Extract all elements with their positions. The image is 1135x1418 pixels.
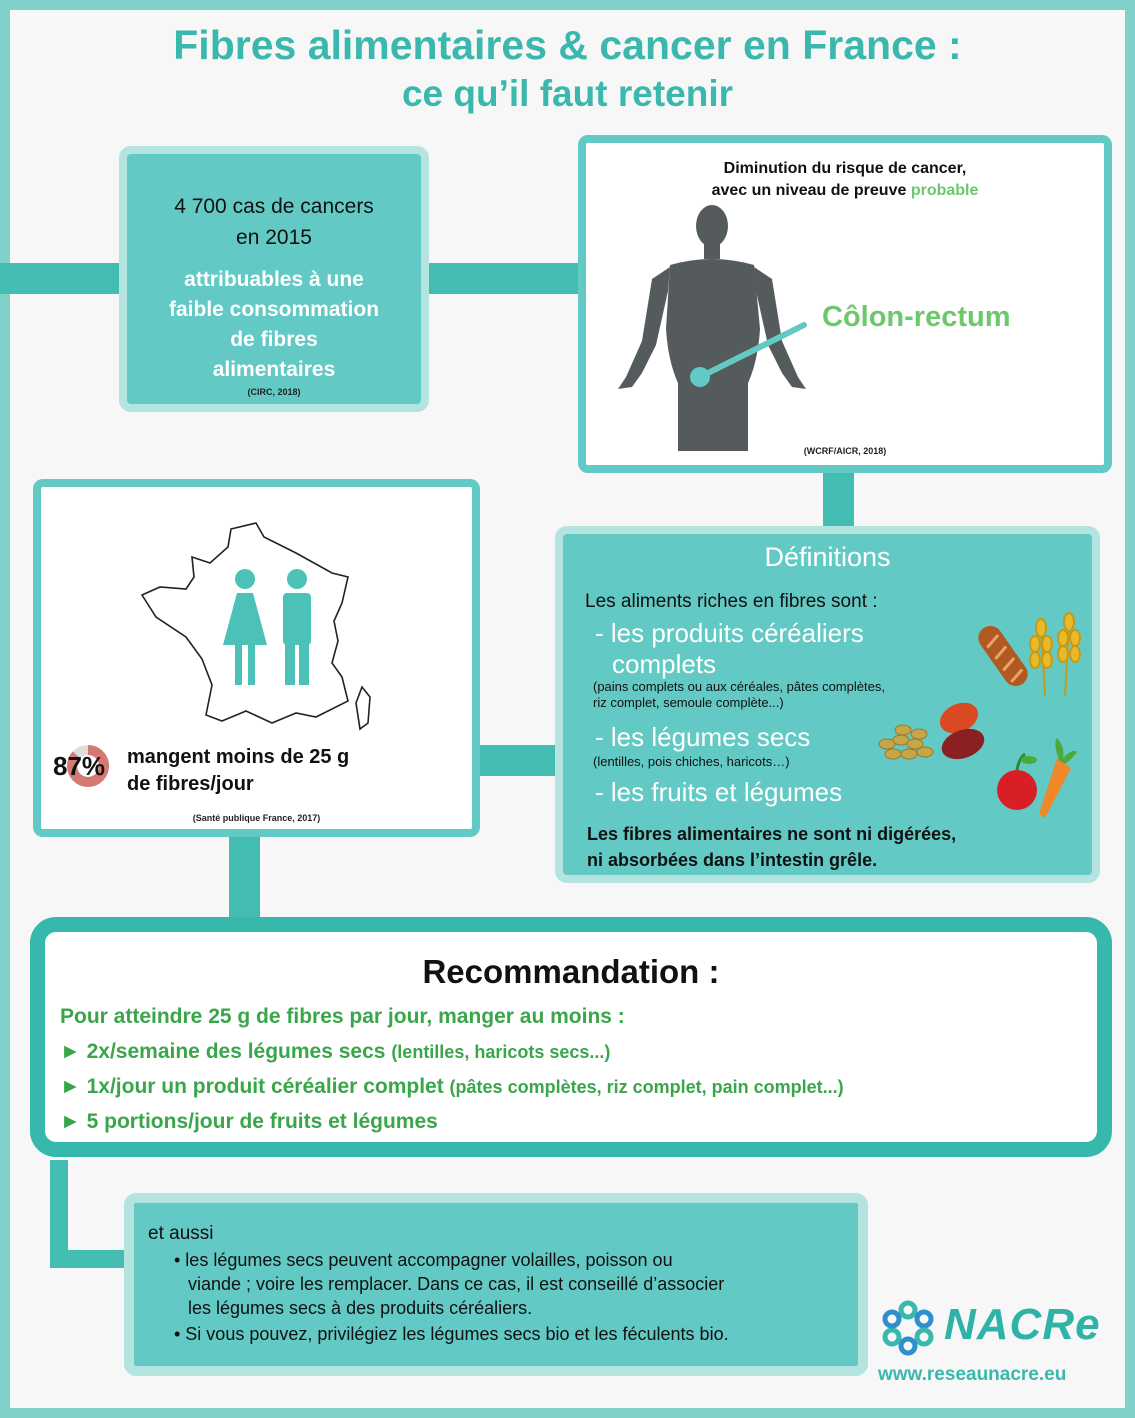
cases-count: 4 700 cas de cancers: [174, 195, 374, 218]
apple-carrot-icon: [995, 738, 1079, 822]
recommendation-item: [60, 1075, 844, 1099]
def-item-cereals-detail: riz complet, semoule complète...): [593, 695, 784, 710]
consumption-text: de fibres/jour: [127, 773, 254, 795]
cases-attr-line: faible consommation: [168, 298, 380, 321]
cases-source: (CIRC, 2018): [247, 387, 301, 397]
definitions-title: Définitions: [764, 542, 891, 572]
definitions-box: [555, 526, 1100, 883]
evidence-level: probable: [910, 182, 979, 199]
def-item-cereals-detail: (pains complets ou aux céréales, pâtes complètes,: [593, 679, 885, 694]
man-woman-icon: [217, 569, 325, 687]
definitions-intro: Les aliments riches en fibres sont :: [585, 591, 878, 612]
connector-middle: [426, 263, 586, 294]
risk-box: [578, 135, 1112, 473]
consumption-text: mangent moins de 25 g: [127, 746, 350, 768]
organ-label: Côlon-rectum: [822, 301, 1011, 333]
cases-year: en 2015: [236, 226, 312, 249]
page-subtitle: ce qu’il faut retenir: [401, 73, 733, 114]
also-box: [124, 1193, 868, 1376]
recommendation-item: [60, 1110, 438, 1134]
cases-attr-line: alimentaires: [212, 358, 336, 381]
consumption-source: (Santé publique France, 2017): [192, 813, 321, 823]
human-body-icon: [608, 201, 828, 471]
page-title: Fibres alimentaires & cancer en France :: [173, 22, 962, 68]
recommendation-title: Recommandation :: [422, 953, 720, 990]
website-link[interactable]: www.reseaunacre.eu: [878, 1364, 1067, 1385]
connector-left: [0, 263, 128, 294]
also-bullet-line: • les légumes secs peuvent accompagner volailles, poisson ou: [174, 1250, 673, 1270]
connector-bottom-horizontal: [50, 1250, 130, 1268]
also-bullet: • Si vous pouvez, privilégiez les légumes secs bio et les féculents bio.: [174, 1324, 729, 1344]
recommendation-item: [60, 1040, 610, 1064]
definitions-note: Les fibres alimentaires ne sont ni digérées,: [587, 824, 957, 844]
connector-horizontal-mid: [476, 745, 558, 776]
risk-line1: Diminution du risque de cancer,: [723, 160, 967, 177]
recommendation-item-main: ► 1x/jour un produit céréalier complet: [60, 1075, 450, 1098]
connector-vertical-right: [823, 468, 854, 528]
cases-attr-line: attribuables à une: [184, 268, 364, 291]
consumption-box: [33, 479, 480, 837]
nacre-logo-icon: [880, 1300, 936, 1356]
def-item-cereals: - les produits céréaliers: [595, 618, 864, 648]
definitions-note: ni absorbées dans l’intestin grêle.: [587, 850, 878, 870]
def-item-cereals-cont: complets: [612, 649, 717, 679]
recommendation-intro: Pour atteindre 25 g de fibres par jour, manger au moins :: [60, 1005, 625, 1028]
cancer-cases-box: [119, 146, 429, 412]
recommendation-item-main: ► 2x/semaine des légumes secs: [60, 1040, 392, 1063]
also-heading: et aussi: [148, 1223, 214, 1244]
recommendation-item-main: ► 5 portions/jour de fruits et légumes: [60, 1110, 438, 1133]
also-bullet-line: viande ; voire les remplacer. Dans ce cas, il est conseillé d’associer: [188, 1274, 725, 1294]
percent-label: 87%: [53, 751, 106, 781]
cases-attr-line: de fibres: [230, 328, 318, 351]
also-bullet-line: les légumes secs à des produits céréaliers.: [188, 1298, 533, 1318]
connector-vertical-left: [229, 832, 260, 920]
nacre-logo-text: NACRe: [944, 1300, 1101, 1349]
risk-source: (WCRF/AICR, 2018): [803, 446, 887, 456]
legumes-icon: [873, 696, 993, 768]
def-item-fruits: - les fruits et légumes: [595, 777, 843, 807]
def-item-legumes-detail: (lentilles, pois chiches, haricots…): [593, 754, 790, 769]
recommendation-item-detail: (lentilles, haricots secs...): [391, 1042, 611, 1062]
bread-wheat-icon: [973, 608, 1081, 698]
risk-line2: avec un niveau de preuve: [711, 182, 911, 199]
def-item-legumes: - les légumes secs: [595, 722, 811, 752]
recommendation-item-detail: (pâtes complètes, riz complet, pain complet...): [449, 1077, 844, 1097]
